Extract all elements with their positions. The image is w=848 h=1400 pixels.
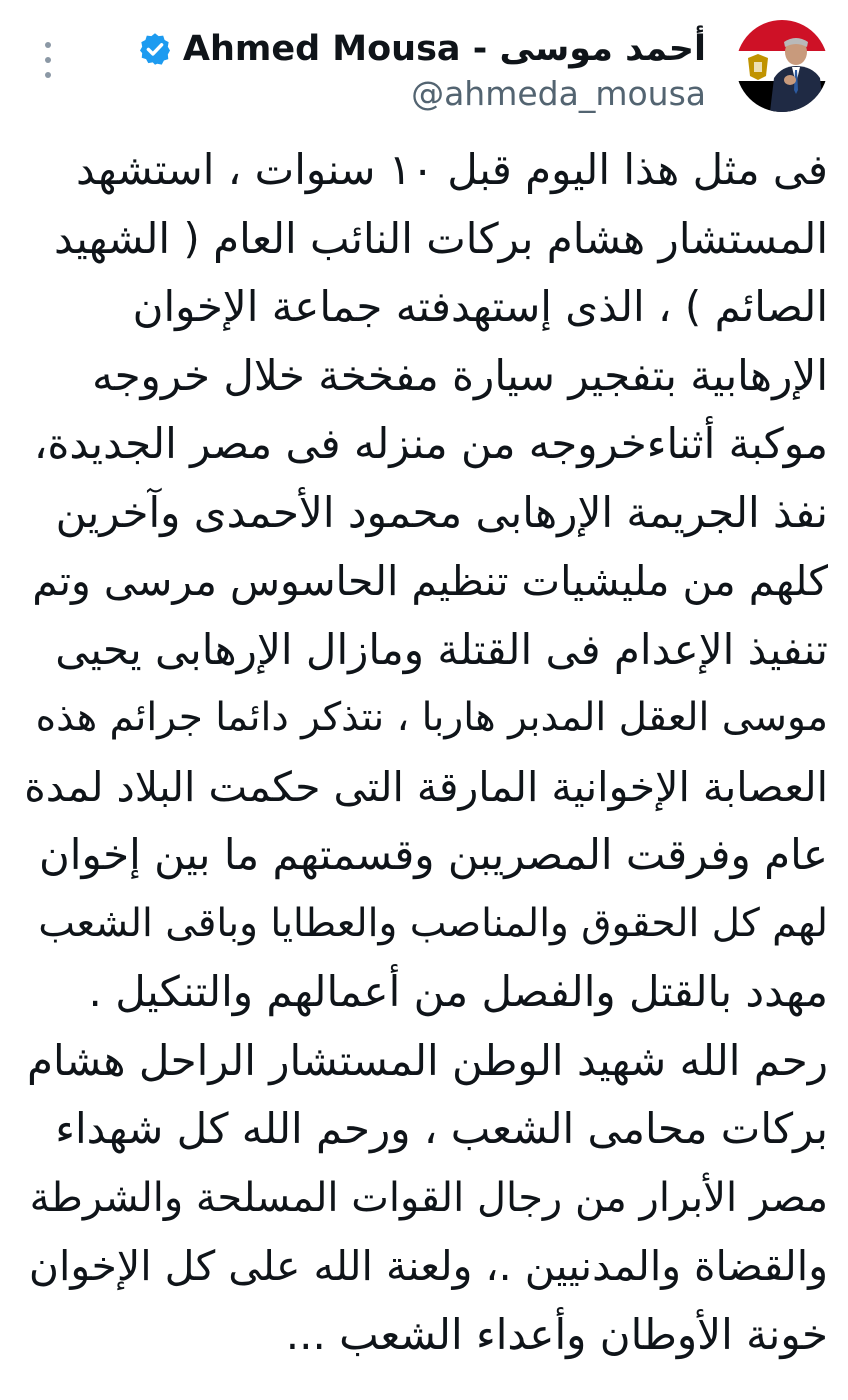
ellipsis-dot bbox=[45, 57, 51, 63]
tweet-text-line: موكبة أثناءخروجه من منزله فى مصر الجديدة، bbox=[33, 419, 828, 468]
tweet-text-line: رحم الله شهيد الوطن المستشار الراحل هشام bbox=[27, 1035, 828, 1085]
tweet-text-line: والقضاة والمدنيين .، ولعنة الله على كل الإخوان bbox=[28, 1242, 828, 1290]
eagle-emblem-icon bbox=[748, 54, 768, 80]
profile-photo-egypt-flag bbox=[736, 20, 828, 112]
tweet-text-line: عام وفرقت المصريبن وقسمتهم ما بين إخوان bbox=[38, 830, 828, 879]
tweet-text-line: تنفيذ الإعدام فى القتلة ومازال الإرهابى يحيى bbox=[55, 624, 828, 674]
tweet-text-line: كلهم من مليشيات تنظيم الحاسوس مرسى وتم bbox=[32, 557, 828, 605]
author-avatar[interactable] bbox=[736, 20, 828, 112]
vertical-ellipsis-icon bbox=[45, 42, 51, 48]
tweet-text bbox=[20, 136, 828, 1369]
tweet-text-line: الإرهابية بتفجير سيارة مفخخة خلال خروجه bbox=[92, 350, 828, 400]
tweet-text-line: العصابة الإخوانية المارقة التى حكمت البلاد لمدة bbox=[24, 762, 828, 811]
tweet-text-line: خونة الأوطان وأعداء الشعب ... bbox=[285, 1309, 828, 1359]
tweet-text-line: فى مثل هذا اليوم قبل ١٠ سنوات ، استشهد bbox=[76, 145, 828, 194]
tweet-text-line: بركات محامى الشعب ، ورحم الله كل شهداء bbox=[55, 1104, 828, 1153]
tweet-text-line: نفذ الجريمة الإرهابى محمود الأحمدى وآخرين bbox=[55, 487, 828, 537]
more-options-button[interactable] bbox=[36, 42, 60, 78]
author-handle[interactable]: @ahmeda_mousa bbox=[411, 74, 706, 113]
tweet-text-line: المستشار هشام بركات النائب العام ( الشهيد bbox=[54, 213, 828, 263]
tweet-header bbox=[0, 0, 848, 130]
tweet-text-line: الصائم ) ، الذى إستهدفته جماعة الإخوان bbox=[132, 282, 828, 331]
tweet-text-line: مهدد بالقتل والفصل من أعمالهم والتنكيل . bbox=[88, 967, 828, 1016]
tweet-text-line: مصر الأبرار من رجال القوات المسلحة والشرطة bbox=[29, 1174, 828, 1221]
tweet-text-line: لهم كل الحقوق والمناصب والعطايا وباقى الشعب bbox=[38, 900, 828, 946]
bottom-fade bbox=[0, 1388, 848, 1400]
ellipsis-dot bbox=[45, 72, 51, 78]
verified-badge-icon bbox=[137, 31, 173, 67]
author-display-name[interactable]: أحمد موسى - Ahmed Mousa bbox=[182, 29, 706, 69]
tweet-text-line: موسى العقل المدبر هاربا ، نتذكر دائما جرائم هذه bbox=[35, 695, 828, 740]
author-name-row[interactable] bbox=[137, 22, 706, 76]
